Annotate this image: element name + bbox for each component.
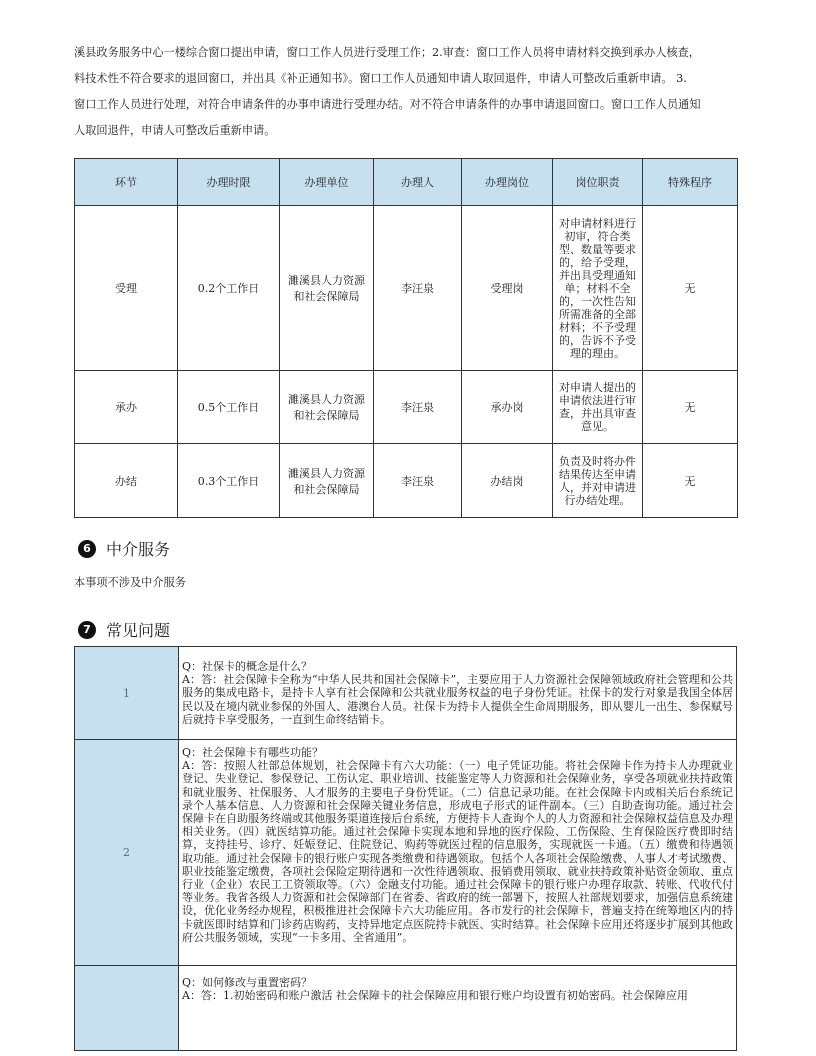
cell-stage: 办结: [75, 444, 178, 518]
cell-special: 无: [643, 206, 738, 371]
header-time: 办理时限: [178, 159, 280, 206]
faq-answer: A：答：按照人社部总体规划，社会保障卡有六大功能：（一）电子凭证功能。将社会保障卡作为持卡人办理就业登记、失业登记、参保登记、工伤认定、职业培训、技能鉴定等人力资源和社会保障业务，享受各项就业扶持政策和就业服务、社保服务、人才服务的主要电子身份凭证。（二）信息记录功能。在社会保障卡内或相关后台系统记录个人基本信息、人力资源和社会保障关键业务信息，形成电子形式的证件副本。（三）自助查询功能。通过社会保障卡在自助服务终端或其他服务渠道连接后台系统，方便持卡人查询个人的人力资源和社会保障权益信息及办理相关业务。（四）就医结算功能。通过社会保障卡实现本地和异地的医疗保险、工伤保险、生育保险医疗费即时结算，支持挂号、诊疗、妊娠登记、住院登记、购药等就医过程的信息服务，实现就医一卡通。（五）缴费和待遇领取功能。通过社会保障卡的银行账户实现各类缴费和待遇领取。包括个人各项社会保险缴费、人事人才考试缴费、职业技能鉴定缴费，各项社会保险定期待遇和一次性待遇领取、报销费用领取、就业扶持政策补贴资金领取、重点行业（企业）农民工工资领取等。（六）金融支付功能。通过社会保障卡的银行账户办理存取款、转账、代收代付等业务。我省各级人力资源和社会保障部门在省委、省政府的统一部署下，按照人社部规划要求，加强信息系统建设，优化业务经办规程，积极推进社会保障卡六大功能应用。各市发行的社会保障卡，普遍支持在统筹地区内的持卡就医即时结算和门诊药店购药，支持异地定点医院持卡就医、实时结算。社会保障卡应用还将逐步扩展到其他政府公共服务领域，实现“一卡多用、全省通用”。: [182, 759, 733, 944]
intro-line: 人取回退件，申请人可整改后重新申请。: [74, 124, 276, 137]
cell-person: 李汪泉: [374, 206, 462, 371]
faq-content: [179, 966, 737, 1051]
intermediary-note: 本事项不涉及中介服务: [74, 576, 186, 589]
section-faq-heading: [78, 618, 170, 641]
process-table-header: [75, 159, 738, 206]
cell-time: 0.5个工作日: [178, 371, 280, 444]
cell-unit: 濉溪县人力资源和社会保障局: [280, 371, 374, 444]
faq-answer: A：答：1.初始密码和账户激活 社会保障卡的社会保障应用和银行账户均设置有初始密码。社会保障应用: [182, 989, 688, 1003]
process-table: [74, 158, 738, 518]
faq-answer: A：答：社会保障卡全称为“中华人民共和国社会保障卡”，主要应用于人力资源社会保障领域政府社会管理和公共服务的集成电路卡，是持卡人享有社会保障和公共就业服务权益的电子身份凭证。社保卡的发行对象是我国全体居民以及在境内就业参保的外国人、港澳台人员。社保卡为持卡人提供全生命周期服务，即从婴儿一出生、参保赋号后就持卡享受服务，一直到生命终结销卡。: [182, 673, 733, 726]
cell-duty: 负责及时将办件结果传达至申请人，并对申请进行办结处理。: [553, 444, 643, 518]
table-row: [75, 206, 738, 371]
cell-stage: 受理: [75, 206, 178, 371]
table-row: [75, 444, 738, 518]
header-special: 特殊程序: [643, 159, 738, 206]
section-title: 中介服务: [106, 540, 171, 559]
table-row: [75, 371, 738, 444]
faq-table: [74, 646, 737, 1051]
cell-duty: 对申请材料进行初审，符合类型、数量等要求的，给予受理，并出具受理通知单；材料不全的，一次性告知所需准备的全部材料；不予受理的，告诉不予受理的理由。: [553, 206, 643, 371]
faq-index: [75, 966, 179, 1051]
cell-person: 李汪泉: [374, 371, 462, 444]
faq-row: [75, 966, 737, 1051]
intro-line: 溪县政务服务中心一楼综合窗口提出申请，窗口工作人员进行受理工作；2.审查：窗口工作人员将申请材料交换到承办人核查，: [74, 46, 700, 59]
cell-post: 受理岗: [462, 206, 553, 371]
header-post: 办理岗位: [462, 159, 553, 206]
cell-special: 无: [643, 371, 738, 444]
number-6-icon: 6: [78, 540, 96, 558]
cell-special: 无: [643, 444, 738, 518]
faq-index: 2: [75, 740, 179, 966]
header-unit: 办理单位: [280, 159, 374, 206]
cell-stage: 承办: [75, 371, 178, 444]
faq-row: [75, 647, 737, 740]
faq-index: 1: [75, 647, 179, 740]
cell-post: 办结岗: [462, 444, 553, 518]
cell-unit: 濉溪县人力资源和社会保障局: [280, 206, 374, 371]
cell-time: 0.3个工作日: [178, 444, 280, 518]
cell-post: 承办岗: [462, 371, 553, 444]
intro-line: 窗口工作人员进行处理，对符合申请条件的办事申请进行受理办结。对不符合申请条件的办事申请退回窗口。窗口工作人员通知: [74, 98, 701, 111]
faq-row: [75, 740, 737, 966]
faq-question: Q：如何修改与重置密码？: [182, 976, 313, 989]
intro-paragraph: [74, 40, 744, 144]
header-duty: 岗位职责: [553, 159, 643, 206]
header-person: 办理人: [374, 159, 462, 206]
cell-time: 0.2个工作日: [178, 206, 280, 371]
faq-content: [179, 740, 737, 966]
cell-unit: 濉溪县人力资源和社会保障局: [280, 444, 374, 518]
number-7-icon: 7: [78, 621, 96, 639]
faq-question: Q：社保卡的概念是什么？: [182, 659, 313, 673]
intro-line: 料技术性不符合要求的退回窗口，并出具《补正通知书》。窗口工作人员通知申请人取回退件，申请人可整改后重新申请。 3.: [74, 72, 687, 85]
cell-person: 李汪泉: [374, 444, 462, 518]
faq-question: Q：社会保障卡有哪些功能？: [182, 746, 324, 759]
cell-duty: 对申请人提出的申请依法进行审查，并出具审查意见。: [553, 371, 643, 444]
header-stage: 环节: [75, 159, 178, 206]
faq-content: [179, 647, 737, 740]
section-title: 常见问题: [106, 621, 171, 640]
section-intermediary-heading: [78, 537, 170, 560]
